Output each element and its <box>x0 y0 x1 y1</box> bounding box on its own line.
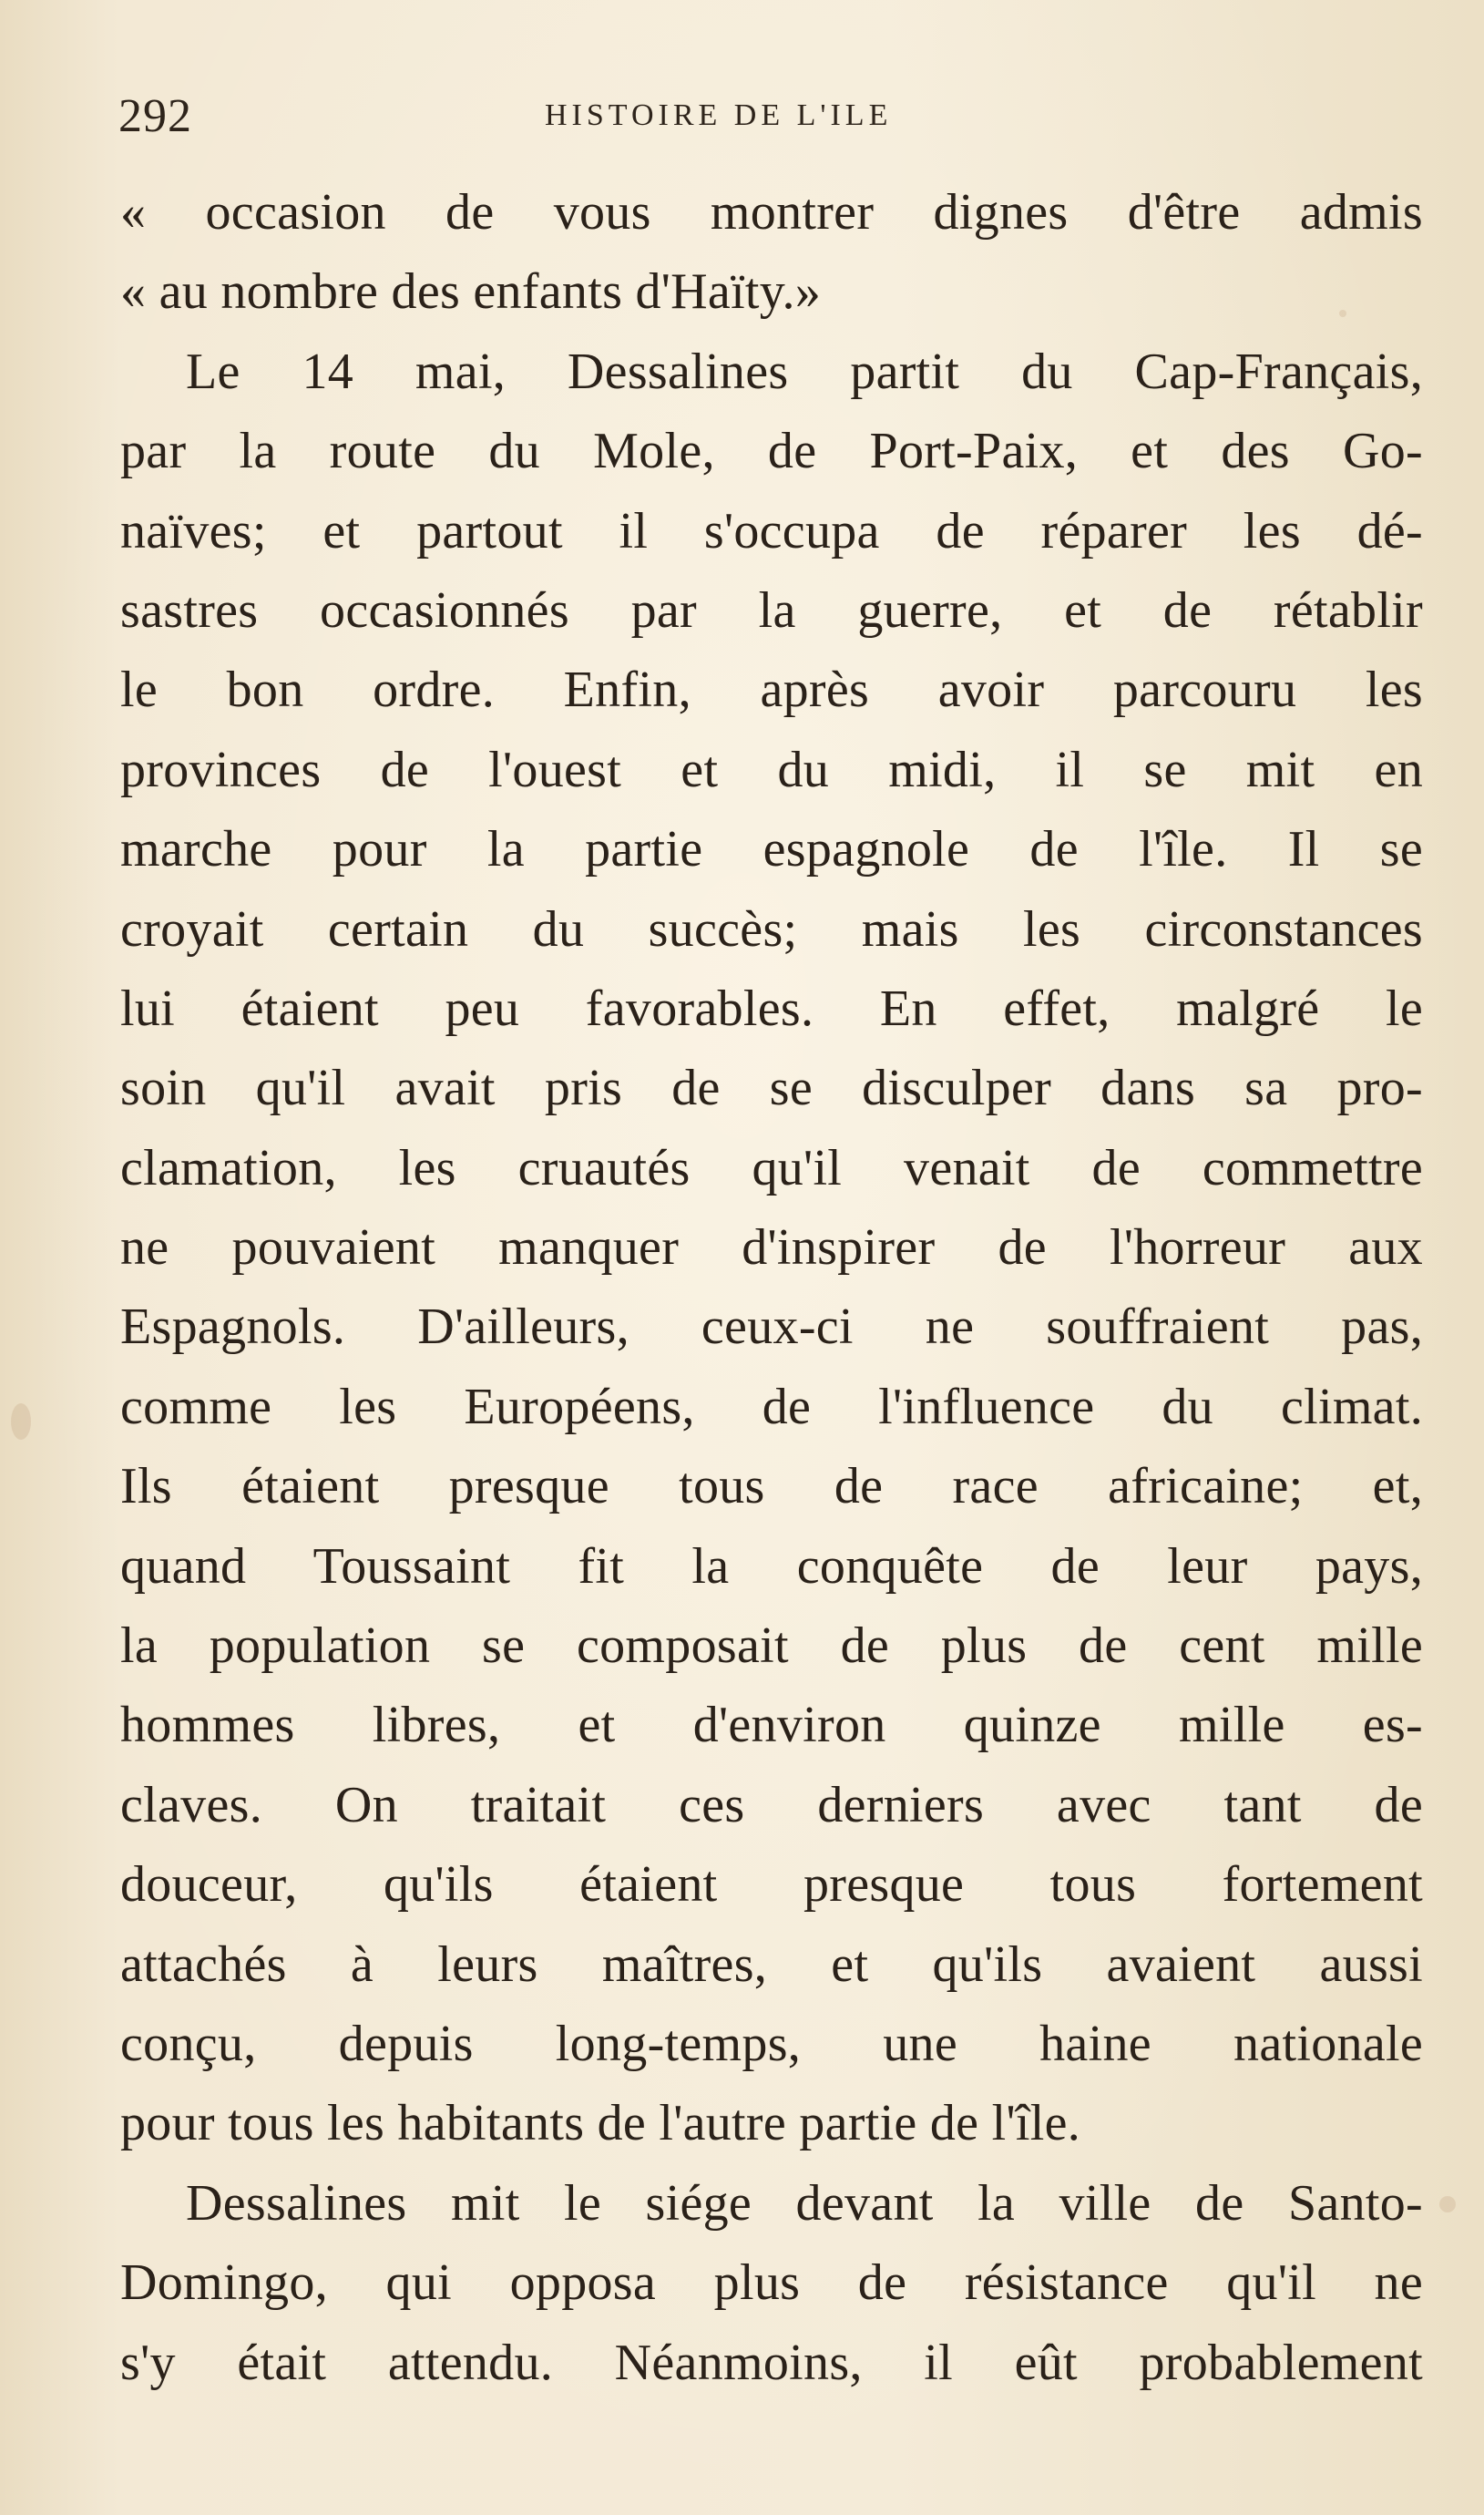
text-line: Domingo, qui opposa plus de résistance qu'il ne <box>120 2254 1423 2312</box>
page-header <box>118 89 1421 153</box>
text-line: Ils étaient presque tous de race africaine; et, <box>120 1458 1423 1515</box>
text-line: marche pour la partie espagnole de l'île. Il se <box>120 821 1423 878</box>
text-line: sastres occasionnés par la guerre, et de rétablir <box>120 581 1423 639</box>
page-number: 292 <box>118 90 192 142</box>
text-line: provinces de l'ouest et du midi, il se mit en <box>120 741 1423 798</box>
text-line: « au nombre des enfants d'Haïty.» <box>120 263 822 321</box>
text-line: clamation, les cruautés qu'il venait de commettre <box>120 1139 1423 1196</box>
text-line: Dessalines mit le siége devant la ville de Santo- <box>186 2174 1423 2232</box>
text-line: comme les Européens, de l'influence du climat. <box>120 1378 1423 1435</box>
text-line: conçu, depuis long-temps, une haine nationale <box>120 2015 1423 2072</box>
text-line: s'y était attendu. Néanmoins, il eût probablement <box>120 2334 1423 2391</box>
paragraph <box>120 333 1423 2164</box>
text-line: ne pouvaient manquer d'inspirer de l'horreur aux <box>120 1219 1423 1277</box>
paragraph <box>120 2164 1423 2403</box>
text-line: par la route du Mole, de Port-Paix, et des Go- <box>120 423 1423 480</box>
text-line: soin qu'il avait pris de se disculper dans sa pro- <box>120 1060 1423 1117</box>
text-line: douceur, qu'ils étaient presque tous fortement <box>120 1856 1423 1914</box>
text-line: naïves; et partout il s'occupa de réparer les dé- <box>120 502 1423 559</box>
text-line: hommes libres, et d'environ quinze mille es- <box>120 1697 1423 1754</box>
text-line: attachés à leurs maîtres, et qu'ils avaient aussi <box>120 1935 1423 1993</box>
text-line: quand Toussaint fit la conquête de leur pays, <box>120 1537 1423 1595</box>
paper-stain <box>11 1403 31 1440</box>
text-line: le bon ordre. Enfin, après avoir parcouru les <box>120 662 1423 719</box>
text-line: claves. On traitait ces derniers avec tant de <box>120 1776 1423 1833</box>
paragraph <box>120 173 1423 333</box>
text-line: « occasion de vous montrer dignes d'être admis <box>120 184 1423 241</box>
text-line: Espagnols. D'ailleurs, ceux-ci ne souffraient pas, <box>120 1299 1423 1356</box>
body-text <box>120 173 1423 2403</box>
text-line: pour tous les habitants de l'autre partie de l'île. <box>120 2095 1081 2152</box>
text-line: Le 14 mai, Dessalines partit du Cap-Français, <box>186 343 1423 400</box>
text-line: lui étaient peu favorables. En effet, malgré le <box>120 980 1423 1037</box>
text-line: croyait certain du succès; mais les circonstances <box>120 900 1423 958</box>
running-head: HISTOIRE DE L'ILE <box>545 98 893 132</box>
text-line: la population se composait de plus de cent mille <box>120 1617 1423 1675</box>
paper-stain <box>1439 2196 1456 2212</box>
